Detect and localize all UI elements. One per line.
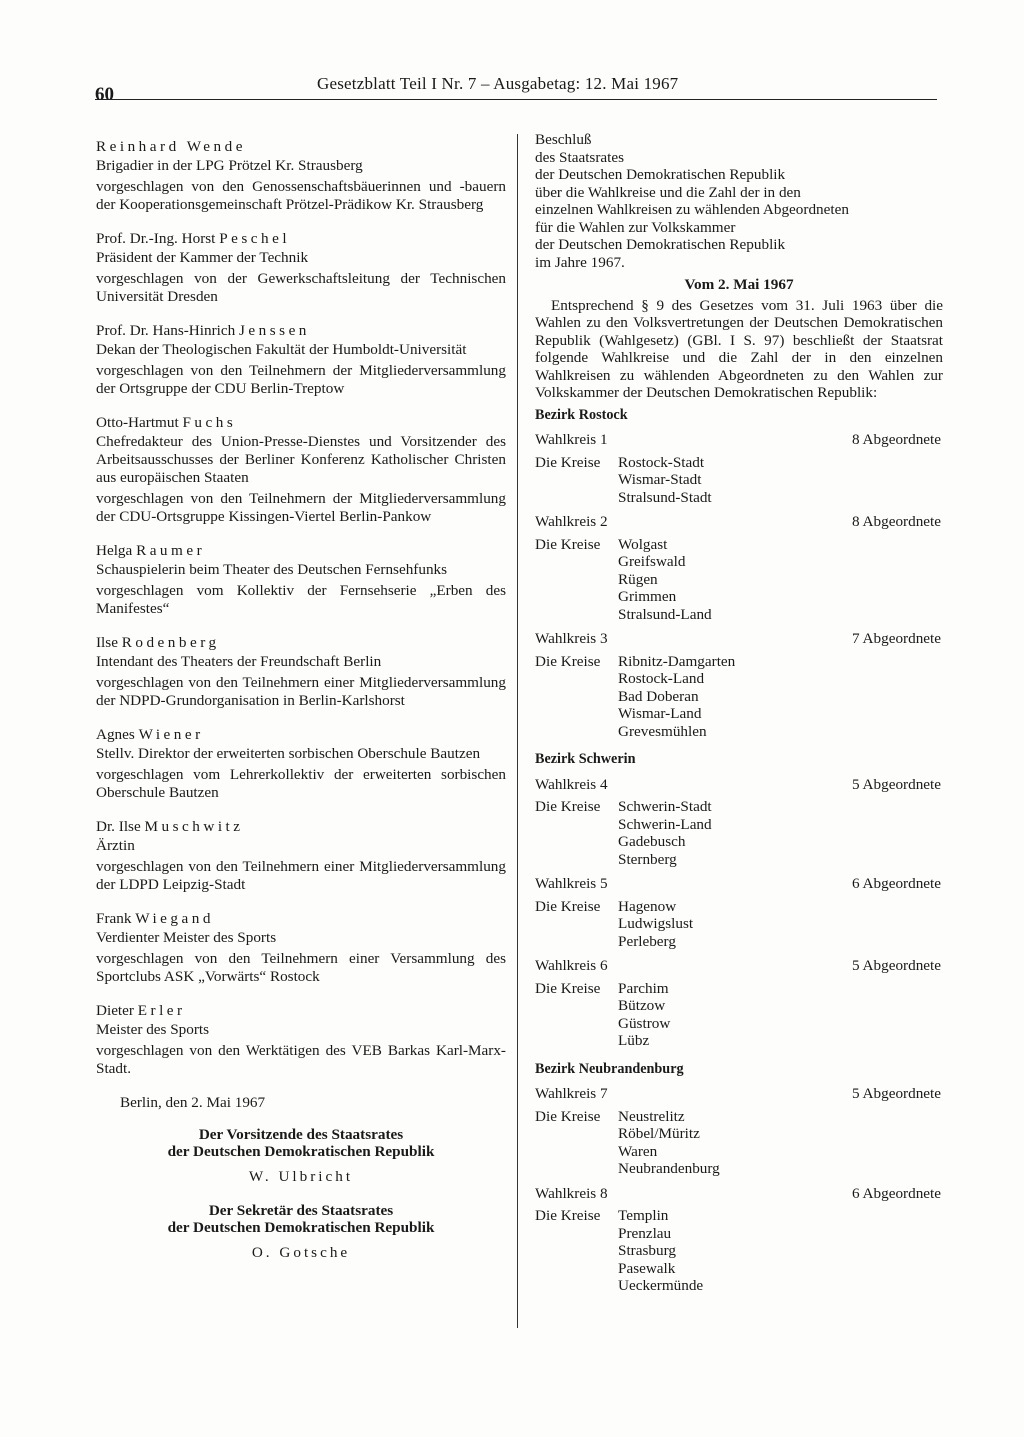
nominee-name — [96, 414, 506, 432]
nominee-description: Dekan der Theologischen Fakultät der Humboldt-Universität — [96, 341, 467, 358]
nominee-name — [96, 1002, 506, 1020]
kreise-row — [535, 798, 943, 868]
secretary-title-line: Der Sekretär des Staatsrates — [208, 1202, 394, 1219]
nominee-name-prefix: Ilse — [96, 634, 122, 651]
nominee-description: Brigadier in der LPG Prötzel Kr. Strausberg — [96, 157, 363, 174]
kreise-row — [535, 980, 943, 1050]
constituency-entry — [535, 1085, 943, 1178]
decree-title-line: Beschluß — [535, 131, 592, 148]
running-head: Gesetzblatt Teil I Nr. 7 – Ausgabetag: 12. Mai 1967 — [317, 74, 679, 93]
constituency-label: Wahlkreis 8 — [535, 1184, 608, 1202]
constituency-header — [535, 957, 943, 975]
nominee-surname: Erler — [137, 1002, 186, 1019]
constituency-seats: 8 Abgeordnete — [852, 431, 941, 448]
nominee-entry — [96, 230, 506, 306]
nominee-description: vorgeschlagen von den Teilnehmern einer Versammlung des Sportclubs ASK „Vorwärts“ Rostock — [96, 950, 506, 985]
kreis-name: Ueckermünde — [618, 1277, 704, 1294]
decree-column — [535, 131, 943, 1302]
kreise-list — [618, 980, 943, 1050]
kreis-name: Wismar-Land — [618, 705, 702, 722]
nominee-name-prefix: Prof. Dr.-Ing. Horst — [96, 230, 220, 247]
district-heading: Bezirk Schwerin — [535, 751, 636, 767]
nominee-entry — [96, 414, 506, 526]
decree-title-line: über die Wahlkreise und die Zahl der in den — [535, 183, 801, 201]
decree-title-line: für die Wahlen zur Volkskammer — [535, 218, 736, 236]
nominee-description: vorgeschlagen von den Werktätigen des VEB Barkas Karl-Marx-Stadt. — [96, 1042, 506, 1077]
kreis-name: Gadebusch — [618, 833, 686, 850]
nominee-description: Chefredakteur des Union-Presse-Dienstes und Vorsitzender des Arbeitsausschusses der Berliner Konferenz Katholischer Christen aus europäischen Staaten — [96, 433, 506, 486]
nominee-surname: Raumer — [136, 542, 206, 559]
kreise-label: Die Kreise — [535, 1107, 601, 1125]
kreis-name: Ribnitz-Damgarten — [618, 652, 736, 670]
header-rule — [95, 99, 937, 100]
nominee-entry — [96, 138, 506, 214]
nominee-list — [96, 138, 506, 1078]
nominee-name-prefix: Dr. Ilse — [96, 818, 145, 835]
constituency-entry — [535, 513, 943, 623]
nominee-name-prefix: Prof. Dr. Hans-Hinrich — [96, 322, 239, 339]
kreis-name: Pasewalk — [618, 1259, 676, 1277]
nominee-name — [96, 542, 506, 560]
constituency-label: Wahlkreis 6 — [535, 957, 608, 974]
nominee-name — [96, 322, 506, 340]
kreis-name: Güstrow — [618, 1014, 671, 1032]
nominee-name-prefix: Dieter — [96, 1002, 138, 1019]
secretary-title-line: der Deutschen Demokratischen Republik — [167, 1219, 435, 1236]
kreis-name: Schwerin-Stadt — [618, 798, 712, 815]
constituency-label: Wahlkreis 4 — [535, 775, 608, 793]
kreis-name: Grimmen — [618, 588, 677, 605]
nominee-description: vorgeschlagen von den Genossenschaftsbäuerinnen und -bauern der Kooperationsgemeinschaft Prötzel-Prädikow Kr. Strausberg — [96, 178, 506, 213]
constituency-header — [535, 875, 943, 893]
decree-date: Vom 2. Mai 1967 — [684, 276, 794, 293]
constituency-entry — [535, 630, 943, 740]
kreis-name: Stralsund-Stadt — [618, 488, 712, 506]
kreise-list — [618, 898, 943, 951]
nominee-surname: Jenssen — [239, 322, 310, 339]
kreis-name: Röbel/Müritz — [618, 1125, 700, 1142]
constituency-seats: 6 Abgeordnete — [852, 875, 941, 892]
kreis-name: Rostock-Land — [618, 670, 705, 687]
kreise-list — [618, 1207, 943, 1295]
nominee-description: Meister des Sports — [96, 1021, 210, 1038]
nominee-surname: Muschwitz — [144, 818, 244, 835]
kreise-row — [535, 454, 943, 507]
kreis-name: Templin — [618, 1207, 669, 1224]
nominee-surname: Fuchs — [182, 414, 237, 431]
nominee-description: Verdienter Meister des Sports — [96, 929, 277, 946]
constituency-label: Wahlkreis 5 — [535, 875, 608, 892]
decree-preamble: Entsprechend § 9 des Gesetzes vom 31. Juli 1963 über die Wahlen zu den Volksvertretungen der Deutschen Demokratischen Republik (Wahlgesetz) (GBl. I S. 97) beschließt der Staatsrat folgende Wahlkreise und die Zahl der in den einzelnen Wahlkreisen zu wählenden Abgeordneten zu den Wahlen zur Volkskammer der Deutschen Demokratischen Republik: — [535, 296, 943, 401]
kreis-name: Grevesmühlen — [618, 722, 707, 740]
kreis-name: Perleberg — [618, 932, 676, 950]
kreis-name: Neubrandenburg — [618, 1160, 720, 1177]
secretary-signature: O. Gotsche — [251, 1244, 351, 1261]
decree-title-line: einzelnen Wahlkreisen zu wählenden Abgeordneten — [535, 201, 849, 218]
chair-title-line: Der Vorsitzende des Staatsrates — [198, 1126, 404, 1143]
district-list — [535, 407, 943, 1295]
constituency-label: Wahlkreis 2 — [535, 513, 608, 530]
nominee-name — [96, 818, 506, 836]
kreis-name: Sternberg — [618, 850, 677, 868]
kreis-name: Wolgast — [618, 535, 668, 553]
kreis-name: Neustrelitz — [618, 1107, 685, 1125]
nominee-description: Intendant des Theaters der Freundschaft Berlin — [96, 653, 382, 670]
kreise-label: Die Kreise — [535, 798, 601, 815]
nominee-name — [96, 138, 506, 156]
nominee-description: vorgeschlagen von den Teilnehmern einer Mitgliederversammlung der NDPD-Grundorganisation in Berlin-Karlshorst — [96, 674, 506, 709]
decree-title-line: der Deutschen Demokratischen Republik — [535, 166, 786, 183]
nominee-surname: Rodenberg — [121, 634, 220, 651]
kreis-name: Waren — [618, 1142, 658, 1160]
constituency-seats: 7 Abgeordnete — [852, 630, 941, 647]
nominee-entry — [96, 726, 506, 802]
constituency-entry — [535, 431, 943, 506]
nominee-name-prefix: Helga — [96, 542, 137, 559]
decree-title — [535, 131, 943, 271]
constituency-header — [535, 431, 943, 449]
nominee-entry — [96, 322, 506, 398]
kreise-label: Die Kreise — [535, 652, 601, 670]
constituency-header — [535, 1085, 943, 1103]
constituency-seats: 6 Abgeordnete — [852, 1184, 941, 1202]
kreis-name: Greifswald — [618, 553, 686, 570]
constituency-seats: 8 Abgeordnete — [852, 513, 941, 530]
kreis-name: Hagenow — [618, 897, 677, 915]
kreis-name: Rostock-Stadt — [618, 453, 705, 471]
nominee-description: Ärztin — [96, 837, 135, 854]
constituency-seats: 5 Abgeordnete — [852, 1085, 941, 1102]
nominee-description: vorgeschlagen von den Teilnehmern der Mitgliederversammlung der Ortsgruppe der CDU Berlin-Treptow — [96, 362, 506, 397]
nominee-entry — [96, 818, 506, 894]
nominee-description: vorgeschlagen von den Teilnehmern der Mitgliederversammlung der CDU-Ortsgruppe Kissingen-Viertel Berlin-Pankow — [96, 490, 506, 525]
kreise-row — [535, 1207, 943, 1295]
kreise-row — [535, 653, 943, 741]
constituency-label: Wahlkreis 3 — [535, 630, 608, 647]
kreise-row — [535, 536, 943, 624]
nominee-name — [96, 910, 506, 928]
constituency-header — [535, 513, 943, 531]
kreis-name: Bad Doberan — [618, 687, 699, 705]
constituency-header — [535, 630, 943, 648]
kreis-name: Bützow — [618, 997, 666, 1014]
constituency-seats: 5 Abgeordnete — [852, 957, 941, 974]
page-number: 60 — [95, 84, 114, 105]
constituency-seats: 5 Abgeordnete — [852, 775, 941, 793]
kreis-name: Strasburg — [618, 1242, 676, 1259]
kreise-row — [535, 898, 943, 951]
constituency-entry — [535, 957, 943, 1050]
kreise-label: Die Kreise — [535, 1207, 601, 1224]
kreis-name: Schwerin-Land — [618, 815, 712, 833]
nominee-name-prefix: Frank — [96, 910, 136, 927]
nominee-surname: Wiegand — [135, 910, 214, 927]
constituency-entry — [535, 776, 943, 869]
kreis-name: Lübz — [618, 1032, 650, 1049]
constituency-label: Wahlkreis 1 — [535, 431, 608, 448]
signature-block — [96, 1094, 506, 1262]
constituency-header — [535, 1185, 943, 1203]
kreis-name: Stralsund-Land — [618, 605, 712, 623]
kreis-name: Prenzlau — [618, 1224, 672, 1242]
kreise-label: Die Kreise — [535, 535, 601, 553]
kreise-label: Die Kreise — [535, 453, 601, 471]
constituency-header — [535, 776, 943, 794]
nominee-description: vorgeschlagen vom Lehrerkollektiv der erweiterten sorbischen Oberschule Bautzen — [96, 766, 506, 801]
nominee-description: vorgeschlagen vom Kollektiv der Fernsehserie „Erben des Manifestes“ — [96, 582, 506, 617]
decree-title-line: des Staatsrates — [535, 148, 624, 166]
nominee-description: Präsident der Kammer der Technik — [96, 249, 309, 266]
decree-title-line: im Jahre 1967. — [535, 253, 625, 271]
nominee-surname: Reinhard Wende — [96, 138, 246, 155]
nominee-name — [96, 726, 506, 744]
column-divider — [517, 134, 518, 1328]
kreis-name: Wismar-Stadt — [618, 471, 702, 488]
nominee-description: Stellv. Direktor der erweiterten sorbischen Oberschule Bautzen — [96, 745, 481, 762]
district-heading: Bezirk Neubrandenburg — [535, 1060, 684, 1077]
kreis-name: Ludwigslust — [618, 915, 694, 932]
kreise-list — [618, 798, 943, 868]
kreise-list — [618, 1108, 943, 1178]
kreise-label: Die Kreise — [535, 979, 601, 997]
kreise-list — [618, 653, 943, 741]
constituency-entry — [535, 875, 943, 950]
kreis-name: Parchim — [618, 979, 669, 997]
signature-place-date: Berlin, den 2. Mai 1967 — [120, 1094, 266, 1111]
nominee-surname: Peschel — [219, 230, 291, 247]
decree-title-line: der Deutschen Demokratischen Republik — [535, 236, 786, 253]
kreis-name: Rügen — [618, 570, 658, 588]
kreise-row — [535, 1108, 943, 1178]
nominee-column — [96, 138, 506, 1278]
constituency-entry — [535, 1185, 943, 1295]
chair-title-line: der Deutschen Demokratischen Republik — [167, 1143, 435, 1160]
nominee-name — [96, 230, 506, 248]
nominee-name-prefix: Agnes — [96, 726, 139, 743]
chair-signature: W. Ulbricht — [248, 1168, 354, 1185]
kreise-list — [618, 454, 943, 507]
constituency-label: Wahlkreis 7 — [535, 1085, 608, 1102]
nominee-entry — [96, 910, 506, 986]
kreise-list — [618, 536, 943, 624]
nominee-entry — [96, 634, 506, 710]
kreise-label: Die Kreise — [535, 897, 601, 915]
nominee-description: vorgeschlagen von der Gewerkschaftsleitung der Technischen Universität Dresden — [96, 270, 506, 305]
nominee-entry — [96, 1002, 506, 1078]
nominee-description: Schauspielerin beim Theater des Deutschen Fernsehfunks — [96, 561, 448, 578]
nominee-name — [96, 634, 506, 652]
nominee-surname: Wiener — [138, 726, 204, 743]
nominee-entry — [96, 542, 506, 618]
nominee-name-prefix: Otto-Hartmut — [96, 414, 183, 431]
nominee-description: vorgeschlagen von den Teilnehmern einer Mitgliederversammlung der LDPD Leipzig-Stadt — [96, 858, 506, 893]
district-heading: Bezirk Rostock — [535, 406, 628, 423]
